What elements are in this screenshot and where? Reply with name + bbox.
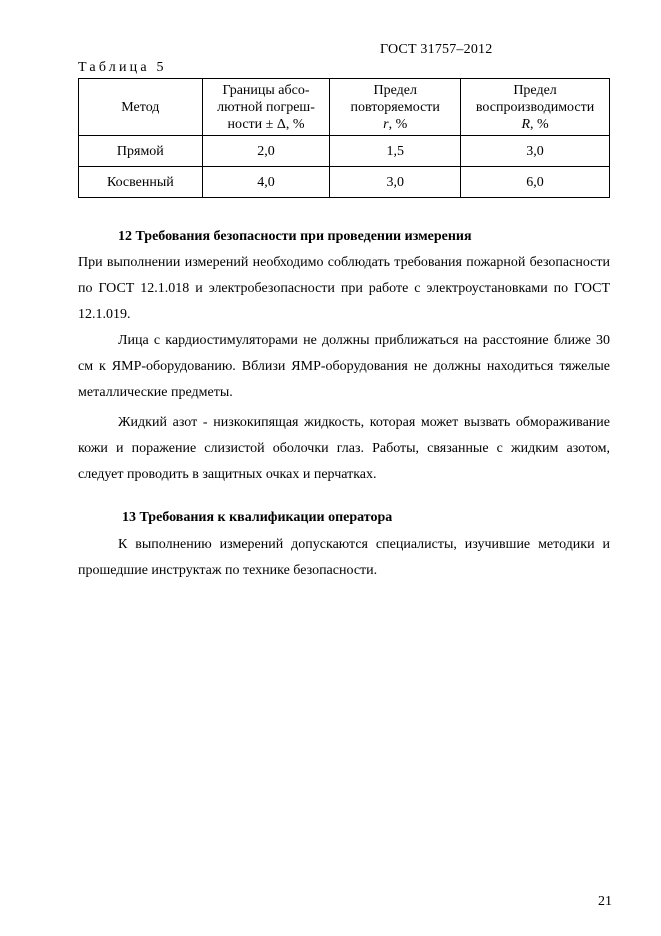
cell-abs-error: 4,0 <box>202 167 330 198</box>
cell-abs-error: 2,0 <box>202 136 330 167</box>
cell-method: Косвенный <box>79 167 203 198</box>
page-number: 21 <box>598 894 612 909</box>
section-12-paragraph: При выполнении измерений необходимо соблюдать требования пожарной безопасности по ГОСТ 12.1.018 и электробезопасности при работе с электроустановками по ГОСТ 12.1.019. <box>78 255 610 322</box>
document-code: ГОСТ 31757–2012 <box>380 42 493 57</box>
table-header-row <box>79 79 610 136</box>
cell-repeatability: 1,5 <box>330 136 461 167</box>
column-header-method: Метод <box>79 79 203 136</box>
table-caption: Таблица 5 <box>78 60 167 75</box>
cell-repeatability: 3,0 <box>330 167 461 198</box>
column-header-repeatability: Предел повторяемости r, % <box>330 79 461 136</box>
section-12-paragraph: Лица с кардиостимуляторами не должны приближаться на расстояние ближе 30 см к ЯМР-оборудованию. Вблизи ЯМР-оборудования не должны находиться тяжелые металлические предметы. <box>78 333 610 400</box>
section-12-paragraph: Жидкий азот - низкокипящая жидкость, которая может вызвать обмораживание кожи и поражение слизистой оболочки глаз. Работы, связанные с жидким азотом, следует проводить в защитных очках и перчатках. <box>78 415 610 482</box>
table-row <box>79 136 610 167</box>
section-13-paragraph: К выполнению измерений допускаются специалисты, изучившие методики и прошедшие инструктаж по технике безопасности. <box>78 537 610 578</box>
section-13-heading: 13 Требования к квалификации оператора <box>122 510 393 525</box>
cell-method: Прямой <box>79 136 203 167</box>
cell-reproducibility: 3,0 <box>461 136 610 167</box>
cell-reproducibility: 6,0 <box>461 167 610 198</box>
column-header-reproducibility: Предел воспроизводимости R, % <box>461 79 610 136</box>
table-row <box>79 167 610 198</box>
data-table <box>78 78 610 198</box>
section-12-heading: 12 Требования безопасности при проведении измерения <box>118 229 472 244</box>
column-header-abs-error: Границы абсо- лютной погреш- ности ± Δ, % <box>202 79 330 136</box>
